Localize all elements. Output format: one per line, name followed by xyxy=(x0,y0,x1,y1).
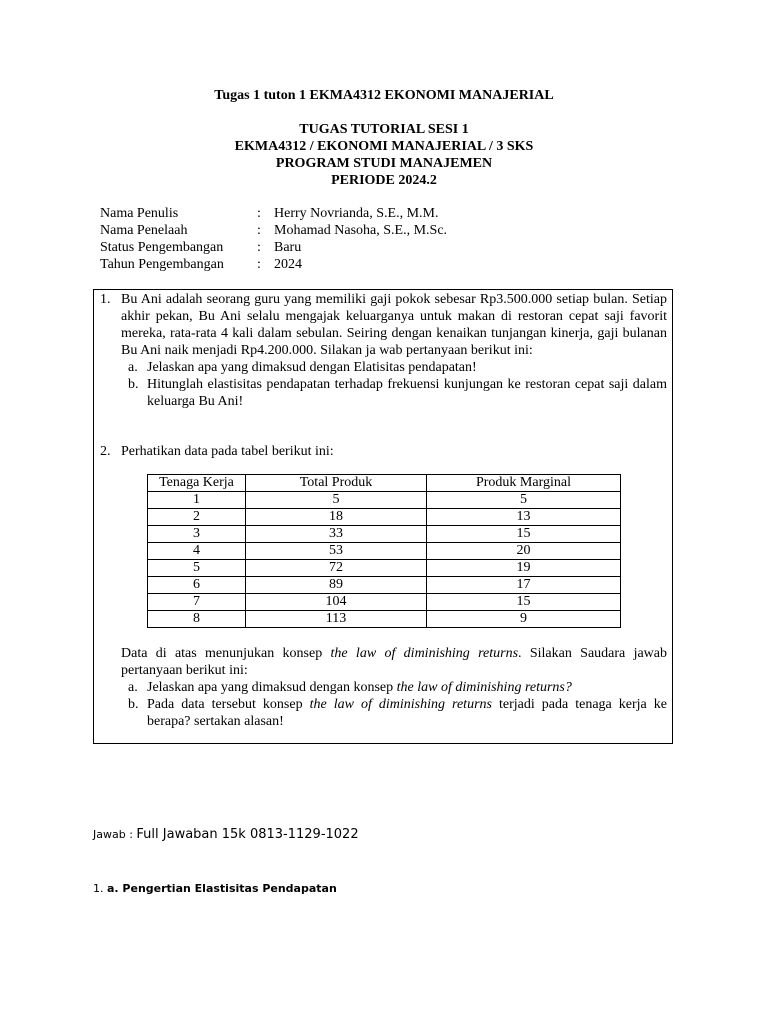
meta-colon: : xyxy=(257,240,261,255)
table-cell: 5 xyxy=(246,492,427,509)
answer-heading: a. Pengertian Elastisitas Pendapatan xyxy=(107,882,337,895)
meta-colon: : xyxy=(257,257,261,272)
table-cell: 5 xyxy=(148,560,246,577)
meta-label: Status Pengembangan xyxy=(100,240,224,255)
meta-row-author xyxy=(100,205,447,222)
table-cell: 2 xyxy=(148,509,246,526)
task-box xyxy=(93,289,673,744)
table-cell: 17 xyxy=(427,577,621,594)
sub-letter: a. xyxy=(128,680,138,695)
sub-question-a xyxy=(100,359,667,376)
sub-letter: b. xyxy=(128,377,139,392)
sub-letter: a. xyxy=(128,360,138,375)
meta-label: Nama Penelaah xyxy=(100,223,188,238)
sub-question-a: a. Jelaskan apa yang dimaksud dengan konsep the law of diminishing returns? xyxy=(128,680,572,695)
table-cell: 53 xyxy=(246,543,427,560)
meta-label: Nama Penulis xyxy=(100,206,179,221)
table-cell: 89 xyxy=(246,577,427,594)
table-row xyxy=(148,594,621,611)
table-cell: 9 xyxy=(427,611,621,628)
table-cell: 3 xyxy=(148,526,246,543)
meta-value: Baru xyxy=(274,240,302,255)
table-cell: 18 xyxy=(246,509,427,526)
table-cell: 6 xyxy=(148,577,246,594)
meta-value: Herry Novrianda, S.E., M.M. xyxy=(274,206,439,221)
answer-number: 1. xyxy=(93,882,107,895)
table-cell: 7 xyxy=(148,594,246,611)
table-cell: 113 xyxy=(246,611,427,628)
meta-colon: : xyxy=(257,223,261,238)
table-cell: 72 xyxy=(246,560,427,577)
meta-value: 2024 xyxy=(274,257,302,272)
question-2 xyxy=(100,443,667,460)
table-row xyxy=(148,611,621,628)
table-row xyxy=(148,560,621,577)
question-text: Bu Ani adalah seorang guru yang memiliki gaji pokok sebesar Rp3.500.000 setiap bulan. Setiap akhir pekan, Bu Ani selalu mengajak keluarganya untuk makan di restoran cepat saji favorit mereka, rata-rata 4 kali dalam sebulan. Seiring dengan kenaikan tunjangan kinerja, gaji bulanan Bu Ani naik menjadi Rp4.200.000. Silakan ja wab pertanyaan berikut ini: xyxy=(121,292,667,358)
table-cell: 13 xyxy=(427,509,621,526)
answer-section-1a xyxy=(93,882,337,895)
answer-label xyxy=(93,827,359,842)
assignment-header xyxy=(0,121,768,189)
document-title: Tugas 1 tuton 1 EKMA4312 EKONOMI MANAJERIAL xyxy=(214,88,554,103)
header-line-4: PERIODE 2024.2 xyxy=(331,173,437,188)
meta-label: Tahun Pengembangan xyxy=(100,257,224,272)
header-labor: Tenaga Kerja xyxy=(148,475,246,492)
question-number: 2. xyxy=(100,444,111,459)
table-cell: 4 xyxy=(148,543,246,560)
question-2-followup xyxy=(100,645,667,730)
sub-text: Jelaskan apa yang dimaksud dengan Elatisitas pendapatan! xyxy=(147,360,477,375)
header-total-product: Total Produk xyxy=(246,475,427,492)
meta-row-year xyxy=(100,256,447,273)
table-row xyxy=(148,492,621,509)
table-cell: 104 xyxy=(246,594,427,611)
table-cell: 20 xyxy=(427,543,621,560)
table-cell: 15 xyxy=(427,526,621,543)
meta-value: Mohamad Nasoha, S.E., M.Sc. xyxy=(274,223,448,238)
table-cell: 8 xyxy=(148,611,246,628)
table-row xyxy=(148,577,621,594)
question-text: Perhatikan data pada tabel berikut ini: xyxy=(121,444,334,459)
author-info xyxy=(100,205,447,273)
header-line-2: EKMA4312 / EKONOMI MANAJERIAL / 3 SKS xyxy=(234,139,534,154)
table-cell: 1 xyxy=(148,492,246,509)
table-cell: 15 xyxy=(427,594,621,611)
answer-prefix: Jawab : xyxy=(93,828,137,841)
meta-row-reviewer xyxy=(100,222,447,239)
table-row xyxy=(148,543,621,560)
question-1 xyxy=(100,291,667,410)
sub-letter: b. xyxy=(128,697,139,712)
table-row xyxy=(148,509,621,526)
table-header-row xyxy=(148,475,621,492)
answer-contact: Full Jawaban 15k 0813-1129-1022 xyxy=(136,827,359,842)
header-line-3: PROGRAM STUDI MANAJEMEN xyxy=(275,156,493,171)
production-table xyxy=(147,474,621,628)
sub-text: Hitunglah elastisitas pendapatan terhadap frekuensi kunjungan ke restoran cepat saji dalam keluarga Bu Ani! xyxy=(147,377,667,409)
table-cell: 19 xyxy=(427,560,621,577)
meta-row-status xyxy=(100,239,447,256)
sub-question-b: b. Pada data tersebut konsep the law of diminishing returns terjadi pada tenaga kerja ke berapa? sertakan alasan! xyxy=(128,697,667,729)
header-line-1: TUGAS TUTORIAL SESI 1 xyxy=(299,122,469,137)
header-marginal-product: Produk Marginal xyxy=(427,475,621,492)
question-number: 1. xyxy=(100,292,111,307)
sub-question-b xyxy=(100,376,667,410)
meta-colon: : xyxy=(257,206,261,221)
followup-text: Data di atas menunjukan konsep the law of diminishing returns. Silakan Saudara jawab pertanyaan berikut ini: xyxy=(121,646,667,678)
table-cell: 5 xyxy=(427,492,621,509)
table-row xyxy=(148,526,621,543)
table-cell: 33 xyxy=(246,526,427,543)
